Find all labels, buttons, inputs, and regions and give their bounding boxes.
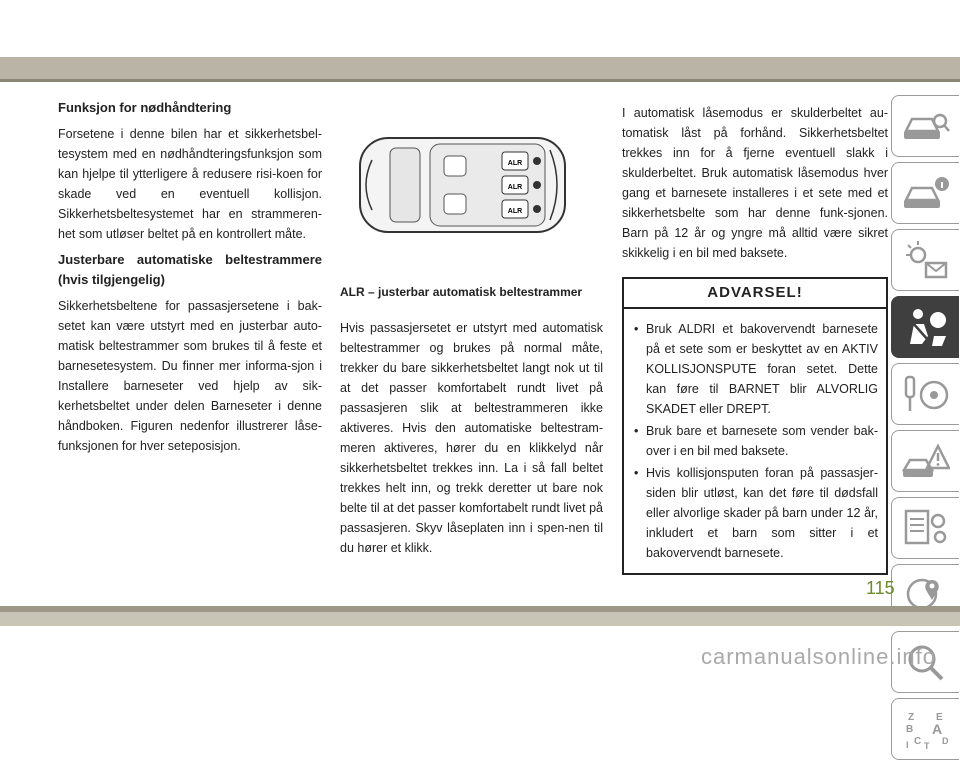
svg-text:A: A [931, 721, 942, 737]
tab-car-search[interactable] [891, 95, 959, 157]
warning-triangle-car-icon [902, 440, 950, 482]
figure-caption: ALR – justerbar automatisk beltestrammer [340, 285, 583, 299]
warning-list [624, 309, 886, 573]
index-letters-icon [902, 708, 950, 750]
seatbelt-airbag-icon [902, 306, 950, 348]
svg-text:E: E [935, 712, 943, 723]
alr-figure [352, 130, 574, 240]
alr-label-1: ALR [507, 160, 523, 167]
tab-warning-triangle[interactable] [891, 430, 959, 492]
top-decorative-line [0, 79, 960, 82]
tab-seatbelt-airbag[interactable] [891, 296, 959, 358]
column-left [58, 98, 322, 462]
tab-car-info[interactable] [891, 162, 959, 224]
car-search-icon [902, 105, 950, 147]
heading-adjustable-retractors: Justerbare automatiske beltestrammere (hvis tilgjengelig) [58, 252, 322, 287]
svg-text:I: I [905, 740, 909, 750]
paragraph-adjustable-retractors: Sikkerhetsbeltene for passasjersetene i bak-setet kan være utstyrt med en justerbar auto-matisk beltestrammer som brukes til å feste et barnesetesystem. Du finner mer informa-sjon i Installere barneseter ved hjelp av sik-kerhetsbeltet under delen Barneseter i denne håndboken. Figuren nedenfor illustrerer låse-funksjonen for hver seteposisjon. [58, 299, 322, 453]
top-decorative-band [0, 57, 960, 79]
tab-key-steering[interactable] [891, 363, 959, 425]
alr-label-3: ALR [507, 208, 523, 215]
heading-emergency-function: Funksjon for nødhåndtering [58, 100, 232, 115]
watermark: carmanualsonline.info [700, 644, 936, 669]
page-number: 115 [866, 578, 895, 598]
warning-item: • Bruk ALDRI et bakovervendt barnesete på et sete som er beskyttet av en AKTIV KOLLISJONSPUTE foran setet. Dette kan føre til BARNET blir ALVORLIG SKADET eller DREPT. [632, 319, 878, 419]
warning-item: • Bruk bare et barnesete som vender bak-over i en bil med baksete. [632, 421, 878, 461]
bottom-decorative-band [0, 612, 960, 626]
column-right [622, 103, 888, 575]
svg-text:C: C [913, 736, 921, 747]
warning-item: • Hvis kollisjonsputen foran på passasjer-siden blir utløst, kan det føre til dødsfall eller alvorlige skader på barn under 12 år, inkludert et barn som sitter i et bakovervendt barnesete. [632, 463, 878, 563]
warning-box [622, 277, 888, 575]
paragraph-emergency-function: Forsetene i denne bilen har et sikkerhetsbel-tesystem med en nødhåndteringsfunksjon som kan hjelpe til ytterligere å redusere risi-koen for skade ved en eventuell kollisjon. Sikkerhetsbeltesystemet har en strammeren-het som utløser beltet på en kontrollert måte. [58, 127, 322, 241]
tab-settings-list[interactable] [891, 497, 959, 559]
car-topview-illustration [352, 130, 574, 240]
alr-label-2: ALR [507, 184, 523, 191]
paragraph-passenger-retractor: Hvis passasjersetet er utstyrt med automatisk beltestrammer og brukes på normal måte, trekker du bare sikkerhetsbeltet langt nok ut til at det passer komfortabelt rundt livet på passasjeren slik at beltestrammeren ikke aktiveres. Hvis den automatiske beltestram-meren aktiveres, hører du en klikkelyd når sikkerhetsbeltet trekkes inn. La i så fall beltet trekkes helt inn, og trekk deretter ut bare nok belte til at det passer komfortabelt rundt livet på passasjeren. Skyv låseplaten inn i spen-nen til du hører et klikk. [340, 321, 603, 555]
svg-text:D: D [941, 736, 948, 746]
warning-title: ADVARSEL! [624, 279, 886, 309]
svg-text:Z: Z [907, 712, 914, 723]
car-info-icon [902, 172, 950, 214]
tab-index[interactable] [891, 698, 959, 760]
key-steering-icon [902, 373, 950, 415]
column-middle [340, 282, 603, 564]
tab-lights-message[interactable] [891, 229, 959, 291]
svg-text:B: B [905, 724, 913, 735]
settings-list-icon [902, 507, 950, 549]
paragraph-auto-lock-mode: I automatisk låsemodus er skulderbeltet au-tomatisk låst på forhånd. Sikkerhetsbeltet trekkes inn for å fjerne eventuell slakk i skulderbeltet. Bruk automatisk låsemodus hver gang et barnesete installeres i et sete med et sikkerhetsbelte som har denne funk-sjonen. Barn på 12 år og yngre må alltid være sikret skikkelig i en bil med baksete. [622, 106, 888, 260]
svg-text:T: T [923, 741, 929, 750]
lights-message-icon [902, 239, 950, 281]
